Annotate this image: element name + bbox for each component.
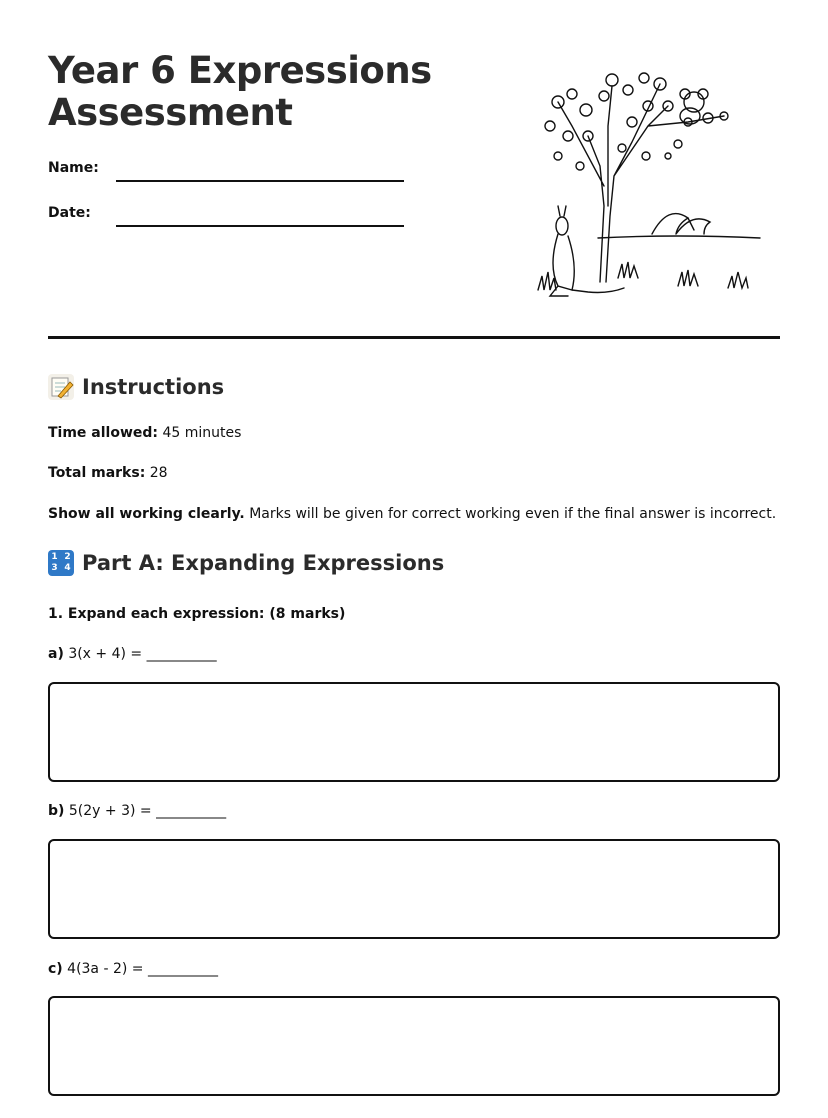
opera-house-shape xyxy=(652,214,710,234)
kangaroo xyxy=(550,206,624,296)
question-item-c xyxy=(48,961,218,977)
question-item-b xyxy=(48,803,226,819)
icon-digit: 4 xyxy=(64,563,71,573)
time-allowed-value: 45 minutes xyxy=(162,425,242,441)
page-title xyxy=(48,50,432,134)
instructions-title: Instructions xyxy=(82,375,225,399)
total-marks-label: Total marks: xyxy=(48,465,146,481)
memo-pencil-icon xyxy=(48,374,74,400)
question-1-prompt: 1. Expand each expression: (8 marks) xyxy=(48,606,346,622)
date-label: Date: xyxy=(48,205,91,221)
item-label: a) xyxy=(48,646,64,662)
total-marks-value: 28 xyxy=(149,465,168,481)
icon-digit: 3 xyxy=(51,563,58,573)
item-expression: 3(x + 4) = __________ xyxy=(68,646,217,662)
question-item-a xyxy=(48,646,217,662)
header-divider xyxy=(48,336,780,339)
title-line-2: Assessment xyxy=(48,91,293,134)
working-instruction xyxy=(48,506,776,522)
item-expression: 4(3a - 2) = __________ xyxy=(67,961,218,977)
working-label: Show all working clearly. xyxy=(48,506,245,522)
time-allowed-label: Time allowed: xyxy=(48,425,159,441)
title-line-1: Year 6 Expressions xyxy=(48,49,432,92)
part-a-heading xyxy=(48,550,444,576)
item-label: b) xyxy=(48,803,65,819)
outback-tree-illustration xyxy=(528,66,764,302)
item-expression: 5(2y + 3) = __________ xyxy=(68,803,227,819)
answer-box-b[interactable] xyxy=(48,839,780,939)
total-marks xyxy=(48,465,168,481)
grass-tufts xyxy=(538,262,748,290)
name-field[interactable] xyxy=(116,180,404,182)
working-text: Marks will be given for correct working even if the final answer is incorrect. xyxy=(249,506,777,522)
foliage xyxy=(545,73,728,170)
answer-box-c[interactable] xyxy=(48,996,780,1096)
date-field[interactable] xyxy=(116,225,404,227)
part-a-title: Part A: Expanding Expressions xyxy=(82,551,445,575)
time-allowed xyxy=(48,425,241,441)
icon-digit: 1 xyxy=(51,552,58,562)
icon-digit: 2 xyxy=(64,552,71,562)
item-label: c) xyxy=(48,961,63,977)
answer-box-a[interactable] xyxy=(48,682,780,782)
input-numbers-icon xyxy=(48,550,74,576)
ground-line xyxy=(598,236,760,238)
instructions-heading xyxy=(48,374,224,400)
name-label: Name: xyxy=(48,160,99,176)
